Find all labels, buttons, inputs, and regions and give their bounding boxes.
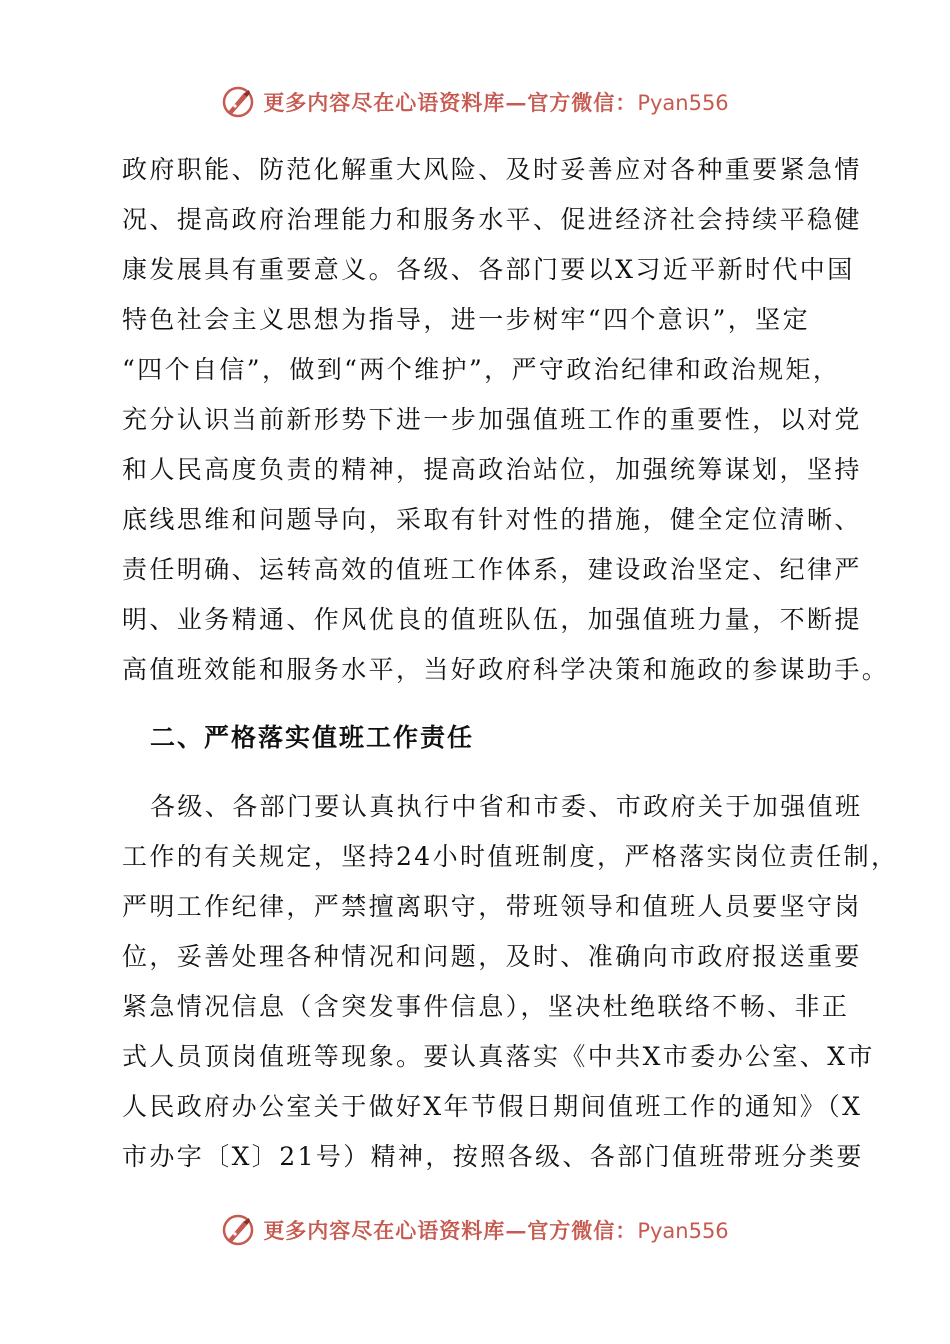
text-line: 特色社会主义思想为指导，进一步树牢“四个意识”，坚定: [122, 305, 810, 334]
text-line: 工作的有关规定，坚持24小时值班制度，严格落实岗位责任制，: [122, 842, 899, 871]
text-line: “四个自信”，做到“两个维护”，严守政治纪律和政治规矩，: [122, 355, 841, 384]
text-line: 康发展具有重要意义。各级、各部门要以X习近平新时代中国: [122, 255, 855, 284]
text-line: 和人民高度负责的精神，提高政治站位，加强统筹谋划，坚持: [122, 455, 862, 484]
text-line: 况、提高政府治理能力和服务水平、促进经济社会持续平稳健: [122, 205, 862, 234]
pen-nib-logo-icon: [221, 85, 255, 119]
text-line: 充分认识当前新形势下进一步加强值班工作的重要性，以对党: [122, 405, 862, 434]
text-line: 明、业务精通、作风优良的值班队伍，加强值班力量，不断提: [122, 605, 862, 634]
text-line: 高值班效能和服务水平，当好政府科学决策和施政的参谋助手。: [122, 655, 890, 684]
text-line: 紧急情况信息（含突发事件信息），坚决杜绝联络不畅、非正: [122, 992, 850, 1021]
text-line: 底线思维和问题导向，采取有针对性的措施，健全定位清晰、: [122, 505, 862, 534]
watermark-footer: [0, 1208, 950, 1252]
text-line: 市办字〔X〕21号）精神，按照各级、各部门值班带班分类要: [122, 1142, 864, 1171]
watermark-header: [0, 80, 950, 124]
pen-nib-logo-icon: [221, 1213, 255, 1247]
watermark-text: 更多内容尽在心语资料库—官方微信：Pyan556: [263, 90, 729, 115]
watermark-text: 更多内容尽在心语资料库—官方微信：Pyan556: [263, 1218, 729, 1243]
section-heading: 二、严格落实值班工作责任: [150, 723, 475, 752]
text-line: 式人员顶岗值班等现象。要认真落实《中共X市委办公室、X市: [122, 1042, 875, 1071]
text-line: 位，妥善处理各种情况和问题，及时、准确向市政府报送重要: [122, 942, 862, 971]
text-line: 人民政府办公室关于做好X年节假日期间值班工作的通知》（X: [122, 1092, 863, 1121]
text-line: 各级、各部门要认真执行中省和市委、市政府关于加强值班: [150, 792, 863, 821]
text-line: 政府职能、防范化解重大风险、及时妥善应对各种重要紧急情: [122, 155, 862, 184]
text-line: 严明工作纪律，严禁擅离职守，带班领导和值班人员要坚守岗: [122, 892, 862, 921]
text-line: 责任明确、运转高效的值班工作体系，建设政治坚定、纪律严: [122, 555, 862, 584]
